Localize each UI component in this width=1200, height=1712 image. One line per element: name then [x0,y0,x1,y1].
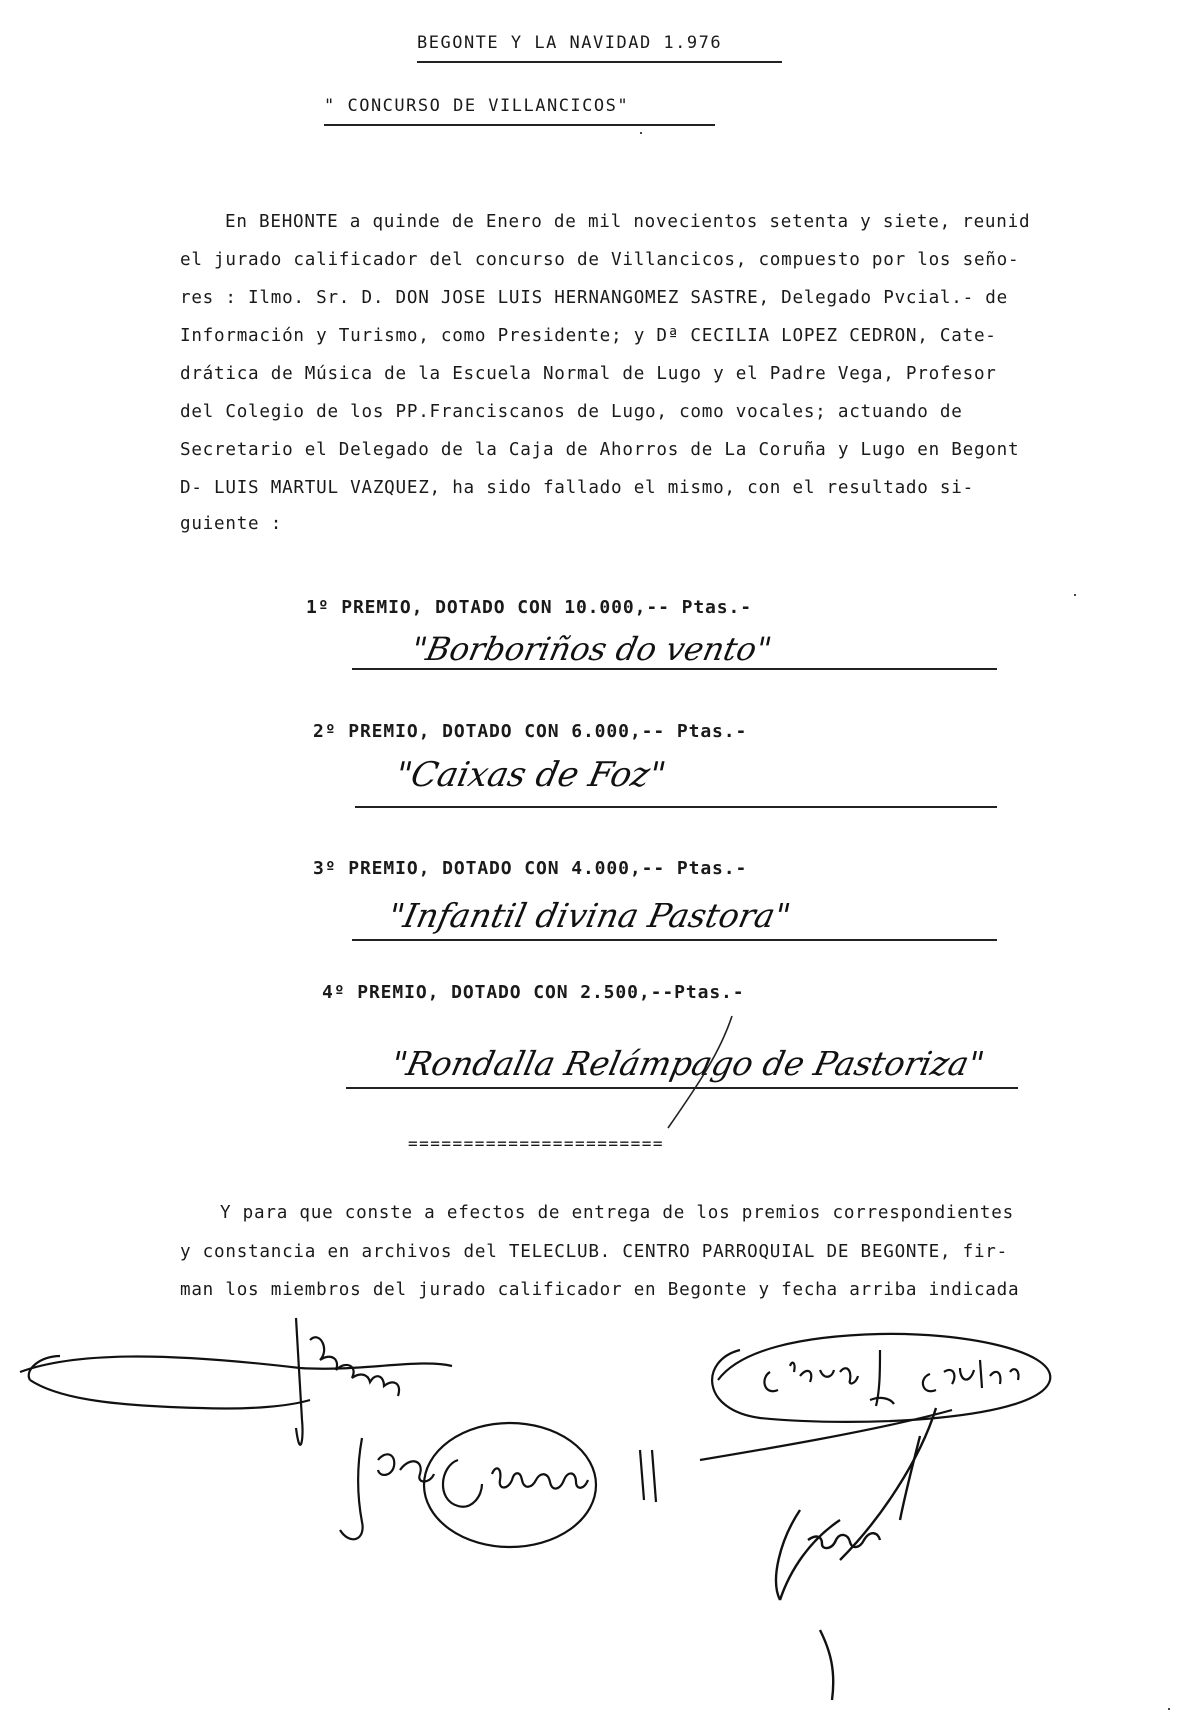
prize-3-label: 3º PREMIO, DOTADO CON 4.000,-- Ptas.- [313,858,748,879]
body-line: Secretario el Delegado de la Caja de Ahorros de La Coruña y Lugo en Begont [180,440,1020,460]
closing-line: man los miembros del jurado calificador en Begonte y fecha arriba indicada [180,1280,1020,1300]
prize-4-title: "Rondalla Relámpago de Pastoriza" [387,1044,988,1083]
body-line: Información y Turismo, como Presidente; y Dª CECILIA LOPEZ CEDRON, Cate- [180,326,997,346]
body-line: En BEHONTE a quinde de Enero de mil novecientos setenta y siete, reunid [225,212,1031,232]
speck [1168,1708,1170,1710]
signature-hernangomez [20,1318,452,1445]
prize-2-label: 2º PREMIO, DOTADO CON 6.000,-- Ptas.- [313,721,748,742]
prize-3-underline [352,939,997,941]
prize-1-underline [352,668,997,670]
subtitle-underline [324,124,715,126]
body-line: guiente : [180,514,283,534]
closing-line: y constancia en archivos del TELECLUB. CENTRO PARROQUIAL DE BEGONTE, fir- [180,1242,1008,1262]
speck [640,132,642,134]
body-line: D- LUIS MARTUL VAZQUEZ, ha sido fallado el mismo, con el resultado si- [180,478,974,498]
body-line: del Colegio de los PP.Franciscanos de Lugo, como vocales; actuando de [180,402,963,422]
signature-martul [776,1408,936,1700]
prize-1-title: "Borboriños do vento" [407,630,775,668]
prize-2-title: "Caixas de Foz" [391,755,670,795]
title-underline [417,61,782,63]
signatures-area [0,1310,1200,1710]
closing-line: Y para que conste a efectos de entrega de los premios correspondientes [220,1203,1014,1223]
pen-stroke-icon [660,1012,740,1132]
signature-cecilia [700,1334,1050,1460]
prize-4-label: 4º PREMIO, DOTADO CON 2.500,--Ptas.- [322,982,745,1003]
speck [1074,594,1076,596]
body-line: drática de Música de la Escuela Normal de Lugo y el Padre Vega, Profesor [180,364,997,384]
separator-line: ======================= [408,1134,665,1153]
prize-2-underline [355,806,997,808]
prize-1-label: 1º PREMIO, DOTADO CON 10.000,-- Ptas.- [306,597,753,618]
body-line: el jurado calificador del concurso de Villancicos, compuesto por los seño- [180,250,1020,270]
document-subtitle: " CONCURSO DE VILLANCICOS" [324,96,630,116]
document-title: BEGONTE Y LA NAVIDAD 1.976 [417,33,723,53]
signature-jose [340,1423,656,1547]
prize-3-title: "Infantil divina Pastora" [384,896,795,935]
body-line: res : Ilmo. Sr. D. DON JOSE LUIS HERNANGOMEZ SASTRE, Delegado Pvcial.- de [180,288,1008,308]
